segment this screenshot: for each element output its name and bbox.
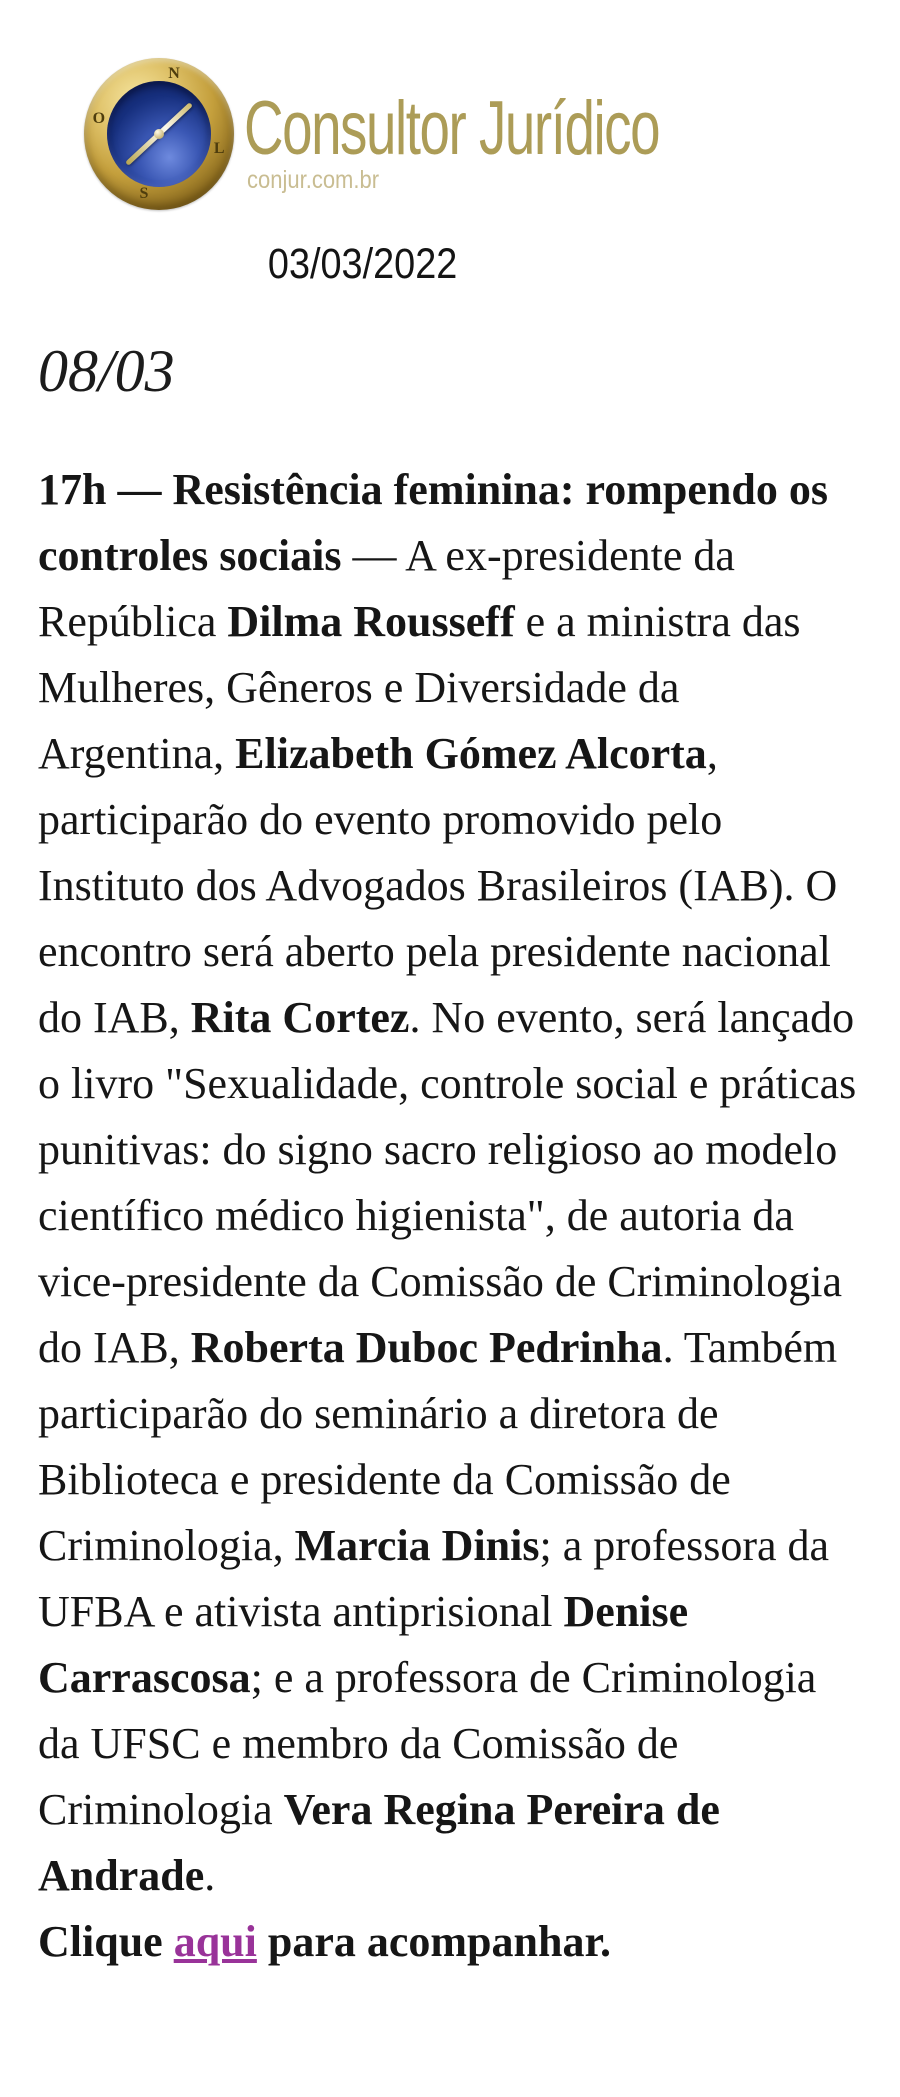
text-run: Rita Cortez [190, 993, 410, 1042]
article-body [38, 457, 866, 1975]
text-run: . Também participarão do seminário a diretora de Biblioteca e presidente da Comissão de Criminologia, [38, 1323, 838, 1570]
aqui-link[interactable]: aqui [173, 1917, 257, 1966]
compass-letter-south: S [139, 185, 149, 203]
text-run: , participarão do evento promovido pelo Instituto dos Advogados Brasileiros (IAB). O encontro será aberto pela presidente nacional do IAB, [38, 729, 838, 1042]
date-line-wrap [38, 240, 688, 289]
text-run: Clique [38, 1917, 174, 1966]
text-run: e a ministra das Mulheres, Gêneros e Diversidade da Argentina, [38, 597, 801, 778]
compass-letter-north: N [168, 64, 180, 82]
logo-domain-text: conjur.com.br [247, 166, 380, 195]
text-run: Denise Carrascosa [38, 1587, 689, 1702]
text-run: 17h — Resistência feminina: rompendo os controles sociais [38, 465, 828, 580]
text-run: Vera Regina Pereira de Andrade [38, 1785, 720, 1900]
article-paragraph [38, 457, 866, 1909]
text-run: ; e a professora de Criminologia da UFSC e membro da Comissão de Criminologia [38, 1653, 817, 1834]
compass-letter-west: O [92, 110, 106, 128]
text-run: Elizabeth Gómez Alcorta [235, 729, 707, 778]
text-run: Marcia Dinis [294, 1521, 540, 1570]
compass-icon [84, 58, 234, 210]
text-run: . [204, 1851, 216, 1900]
text-run: ; a professora da UFBA e ativista antiprisional [38, 1521, 830, 1636]
text-run: — A ex-presidente da República [38, 531, 735, 646]
cta-line [38, 1909, 866, 1975]
compass-letter-east: L [213, 139, 225, 157]
text-run: Roberta Duboc Pedrinha [190, 1323, 663, 1372]
text-run: Dilma Rousseff [227, 597, 515, 646]
date-line: 03/03/2022 [268, 240, 458, 288]
text-run: para acompanhar. [256, 1917, 611, 1966]
conjur-logo [84, 58, 865, 210]
logo-wordmark: Consultor Jurídico [244, 85, 660, 171]
compass-needle-hub [154, 129, 164, 139]
day-heading: 08/03 [38, 338, 175, 404]
logo-text-block [244, 85, 821, 196]
text-run: . No evento, será lançado o livro "Sexualidade, controle social e práticas punitivas: do signo sacro religioso ao modelo científico médico higienista", de autoria da vice-presidente da Comissão de Criminologia do IAB, [38, 993, 857, 1372]
